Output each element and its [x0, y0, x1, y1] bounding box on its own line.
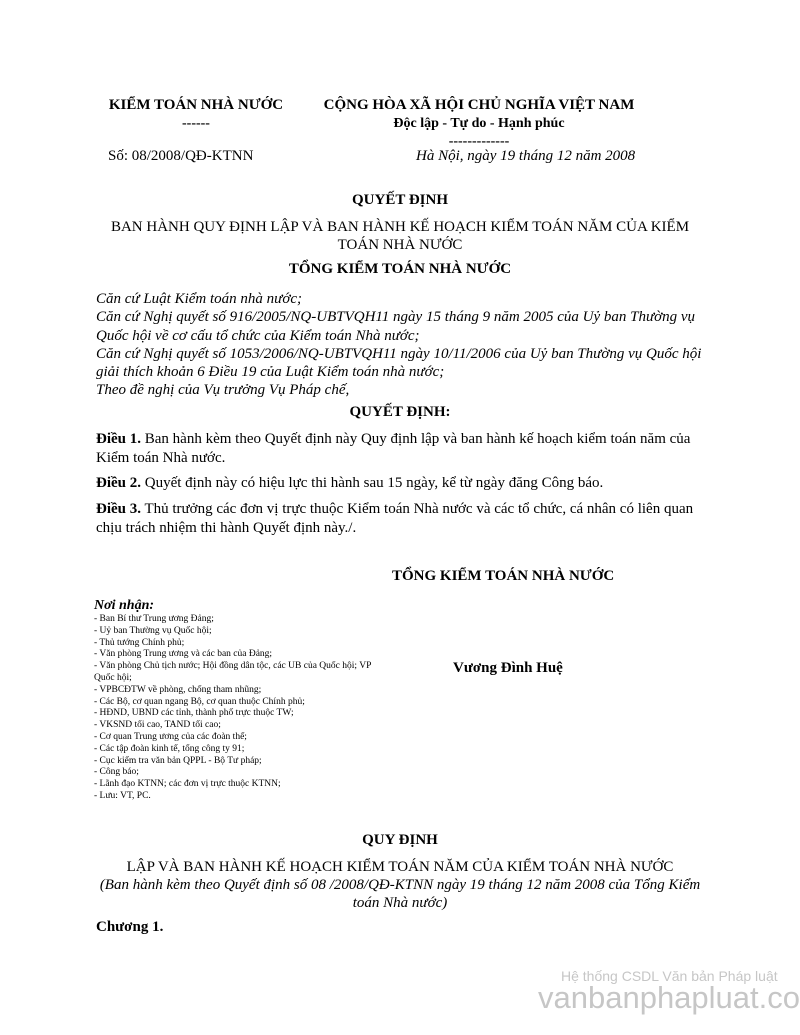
motto-rule: ------------- — [448, 134, 510, 149]
place-date: Hà Nội, ngày 19 tháng 12 năm 2008 — [416, 148, 636, 164]
regulation-note: (Ban hành kèm theo Quyết định số 08 /2008/QĐ-KTNN ngày 19 tháng 12 năm 2008 của Tổng Kiểm toán Nhà nước) — [99, 877, 701, 911]
basis-item: Căn cứ Nghị quyết số 1053/2006/NQ-UBTVQH11 ngày 10/11/2006 của Uỷ ban Thường vụ Quốc hội giải thích khoản 6 Điều 19 của Luật Kiểm toán nhà nước; — [96, 345, 702, 381]
list-item: - Ban Bí thư Trung ương Đảng; — [94, 614, 214, 624]
article-text: Quyết định này có hiệu lực thi hành sau 15 ngày, kể từ ngày đăng Công báo. — [141, 475, 604, 491]
legal-basis — [96, 290, 716, 400]
list-item: - Văn phòng Trung ương và các ban của Đảng; — [94, 649, 273, 660]
republic-header — [306, 95, 652, 151]
list-item: - Thủ tướng Chính phủ; — [94, 637, 185, 648]
list-item: - Công báo; — [94, 767, 139, 778]
list-item: - Cục kiểm tra văn bản QPPL - Bộ Tư pháp; — [94, 755, 262, 766]
agency-name: KIỂM TOÁN NHÀ NƯỚC — [108, 97, 284, 113]
republic-name: CỘNG HÒA XÃ HỘI CHỦ NGHĨA VIỆT NAM — [323, 97, 635, 113]
agency-rule: ------ — [182, 116, 210, 131]
list-item: - Các Bộ, cơ quan ngang Bộ, cơ quan thuộc Chính phủ; — [94, 696, 305, 707]
list-item: - VKSND tối cao, TAND tối cao; — [94, 720, 221, 731]
list-item: - Lãnh đạo KTNN; các đơn vị trực thuộc KTNN; — [94, 779, 281, 790]
chapter-heading: Chương 1. — [96, 919, 164, 935]
agency-header — [96, 95, 296, 133]
decision-title: QUYẾT ĐỊNH — [352, 192, 448, 208]
decision-subtitle: BAN HÀNH QUY ĐỊNH LẬP VÀ BAN HÀNH KẾ HOẠCH KIỂM TOÁN NĂM CỦA KIỂM TOÁN NHÀ NƯỚC — [110, 219, 690, 253]
basis-item: Căn cứ Nghị quyết số 916/2005/NQ-UBTVQH11 ngày 15 tháng 9 năm 2005 của Uỷ ban Thường vụ Quốc hội về cơ cấu tổ chức của Kiểm toán Nhà nước; — [96, 309, 696, 344]
basis-item: Theo đề nghị của Vụ trưởng Vụ Pháp chế, — [96, 382, 350, 399]
signer-name: Vương Đình Huệ — [453, 660, 563, 676]
article-2 — [96, 474, 716, 493]
signer-title: TỔNG KIỂM TOÁN NHÀ NƯỚC — [392, 568, 615, 584]
recipients-block — [94, 598, 384, 803]
article-text: Ban hành kèm theo Quyết định này Quy định lập và ban hành kế hoạch kiểm toán năm của Kiểm toán Nhà nước. — [96, 431, 691, 466]
decides-heading: QUYẾT ĐỊNH: — [349, 404, 451, 420]
article-label: Điều 1. — [96, 431, 141, 447]
national-motto: Độc lập - Tự do - Hạnh phúc — [393, 116, 565, 131]
article-label: Điều 2. — [96, 475, 141, 491]
regulation-title: QUY ĐỊNH — [362, 832, 438, 848]
list-item: - Cơ quan Trung ương của các đoàn thể; — [94, 731, 247, 742]
list-item: - HĐND, UBND các tỉnh, thành phố trực thuộc TW; — [94, 708, 294, 719]
article-1 — [96, 430, 716, 468]
list-item: - Lưu: VT, PC. — [94, 790, 151, 801]
list-item: - Các tập đoàn kinh tế, tổng công ty 91; — [94, 743, 245, 754]
article-label: Điều 3. — [96, 501, 141, 517]
article-text: Thủ trưởng các đơn vị trực thuộc Kiểm toán Nhà nước và các tổ chức, cá nhân có liên quan chịu trách nhiệm thi hành Quyết định này./. — [96, 501, 694, 536]
list-item: - VPBCĐTW về phòng, chống tham nhũng; — [94, 684, 262, 695]
article-3 — [96, 500, 716, 538]
list-item: - Uỷ ban Thường vụ Quốc hội; — [94, 625, 212, 636]
watermark-caption: Hệ thống CSDL Văn bản Pháp luật — [561, 968, 778, 984]
document-number: Số: 08/2008/QĐ-KTNN — [108, 148, 254, 164]
basis-item: Căn cứ Luật Kiểm toán nhà nước; — [96, 291, 303, 307]
list-item: - Văn phòng Chủ tịch nước; Hội đồng dân tộc, các UB của Quốc hội; VP Quốc hội; — [94, 661, 372, 683]
regulation-subtitle: LẬP VÀ BAN HÀNH KẾ HOẠCH KIỂM TOÁN NĂM CỦA KIỂM TOÁN NHÀ NƯỚC — [126, 859, 674, 875]
issuing-authority: TỔNG KIỂM TOÁN NHÀ NƯỚC — [288, 261, 512, 277]
recipients-list — [94, 614, 384, 803]
recipients-title: Nơi nhận: — [94, 598, 155, 613]
watermark-site: vanbanphapluat.co — [538, 980, 800, 1015]
